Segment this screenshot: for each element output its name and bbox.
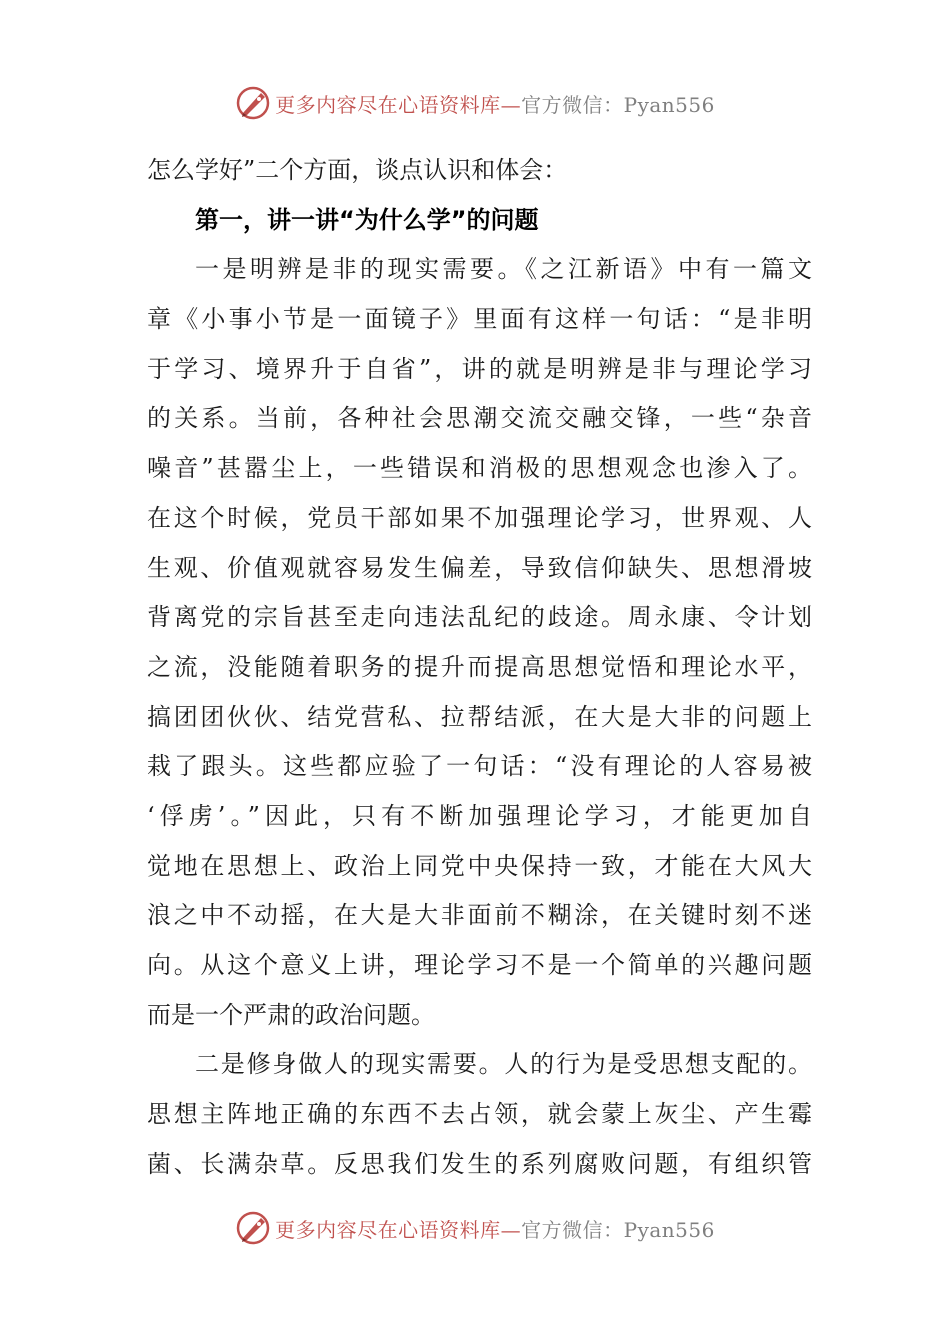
paragraph-line: 栽了跟头。这些都应验了一句话：“没有理论的人容易被 xyxy=(147,752,812,781)
section-heading: 第一，讲一讲“为什么学”的问题 xyxy=(195,205,539,234)
header-banner xyxy=(0,83,950,123)
banner-text: 更多内容尽在心语资料库—官方微信：Pyan556 xyxy=(275,1217,715,1242)
paragraph-line: 搞团团伙伙、结党营私、拉帮结派，在大是大非的问题上 xyxy=(147,702,812,731)
banner-text: 更多内容尽在心语资料库—官方微信：Pyan556 xyxy=(275,92,715,117)
paragraph-line: 思想主阵地正确的东西不去占领，就会蒙上灰尘、产生霉 xyxy=(147,1100,812,1129)
paragraph-line: 生观、价值观就容易发生偏差，导致信仰缺失、思想滑坡 xyxy=(147,553,812,582)
paragraph-line: 噪音”甚嚣尘上，一些错误和消极的思想观念也渗入了。 xyxy=(147,454,812,483)
paragraph-line: 浪之中不动摇，在大是大非面前不糊涂，在关键时刻不迷 xyxy=(147,901,812,930)
paragraph-line: 之流，没能随着职务的提升而提高思想觉悟和理论水平， xyxy=(147,652,812,681)
paragraph-line: 向。从这个意义上讲，理论学习不是一个简单的兴趣问题 xyxy=(147,951,812,979)
pen-logo-icon xyxy=(235,1210,271,1246)
paragraph-line: 一是明辨是非的现实需要。《之江新语》中有一篇文 xyxy=(195,255,812,284)
paragraph-line: 的关系。当前，各种社会思潮交流交融交锋，一些“杂音 xyxy=(147,404,812,433)
paragraph-line: 于学习、境界升于自省”，讲的就是明辨是非与理论学习 xyxy=(147,354,812,383)
footer-banner xyxy=(0,1208,950,1248)
document-body xyxy=(147,146,812,1189)
paragraph-line: 菌、长满杂草。反思我们发生的系列腐败问题，有组织管 xyxy=(147,1149,812,1178)
paragraph-line: 背离党的宗旨甚至走向违法乱纪的歧途。周永康、令计划 xyxy=(147,603,812,632)
paragraph-line: 在这个时候，党员干部如果不加强理论学习，世界观、人 xyxy=(147,503,812,532)
paragraph-line: 而是一个严肃的政治问题。 xyxy=(147,1000,435,1029)
paragraph-line: ‘俘虏’。”因此，只有不断加强理论学习，才能更加自 xyxy=(147,801,812,830)
paragraph-line: 二是修身做人的现实需要。人的行为是受思想支配的。 xyxy=(195,1050,812,1079)
paragraph-line: 觉地在思想上、政治上同党中央保持一致，才能在大风大 xyxy=(147,851,812,880)
paragraph-line: 怎么学好”二个方面，谈点认识和体会： xyxy=(147,156,568,184)
pen-logo-icon xyxy=(235,85,271,121)
paragraph-line: 章《小事小节是一面镜子》里面有这样一句话：“是非明 xyxy=(147,305,812,334)
